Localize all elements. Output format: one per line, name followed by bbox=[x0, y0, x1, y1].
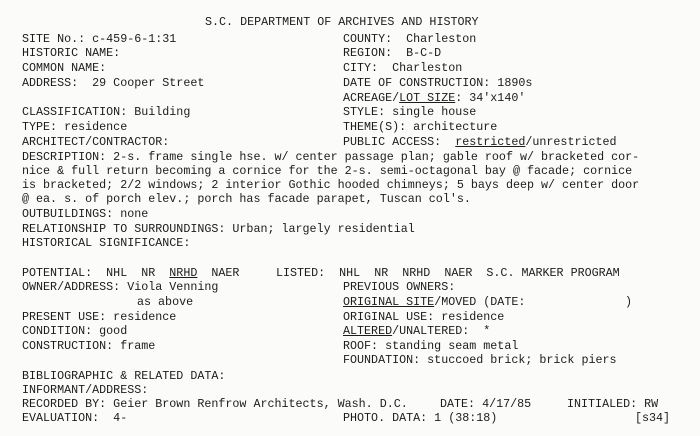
outbuildings: OUTBUILDINGS: none bbox=[22, 207, 149, 221]
public-access bbox=[343, 135, 617, 149]
original-site: ORIGINAL SITE bbox=[343, 295, 435, 309]
public-access-unrestricted: /unrestricted bbox=[525, 135, 617, 149]
roof: ROOF: standing seam metal bbox=[343, 339, 519, 353]
type: TYPE: residence bbox=[22, 120, 128, 134]
original-site-moved bbox=[343, 295, 525, 309]
informant-address: INFORMANT/ADDRESS: bbox=[22, 383, 149, 397]
description-line: nice & full return becoming a cornice for the 2-s. semi-octagonal bay @ facade; cornice bbox=[22, 164, 633, 178]
foundation: FOUNDATION: stuccoed brick; brick piers bbox=[343, 353, 617, 367]
historical-significance: HISTORICAL SIGNIFICANCE: bbox=[22, 236, 191, 250]
owner-address-continued: as above bbox=[137, 295, 194, 309]
altered-unaltered bbox=[343, 324, 490, 338]
reference-code: [s34] bbox=[635, 411, 671, 425]
relationship-to-surroundings: RELATIONSHIP TO SURROUNDINGS: Urban; largely residential bbox=[22, 222, 415, 236]
condition: CONDITION: good bbox=[22, 324, 128, 338]
listed: LISTED: NHL NR NRHD NAER S.C. MARKER PROGRAM bbox=[276, 266, 620, 280]
acreage-label: ACREAGE/ bbox=[343, 91, 400, 105]
potential-nrhd: NRHD bbox=[169, 266, 198, 280]
altered: ALTERED bbox=[343, 324, 393, 338]
description-line: DESCRIPTION: 2-s. frame single hse. w/ center passage plan; gable roof w/ bracketed cor- bbox=[22, 150, 640, 164]
card-header: S.C. DEPARTMENT OF ARCHIVES AND HISTORY bbox=[205, 15, 479, 29]
description-line: @ ea. s. of porch elev.; porch has facade parapet, Tuscan col's. bbox=[22, 192, 471, 206]
potential bbox=[22, 266, 239, 280]
initialed: INITIALED: RW bbox=[567, 397, 659, 411]
historic-name: HISTORIC NAME: bbox=[22, 46, 121, 60]
bibliographic-data: BIBLIOGRAPHIC & RELATED DATA: bbox=[22, 369, 226, 383]
city: CITY: Charleston bbox=[343, 61, 463, 75]
region: REGION: B-C-D bbox=[343, 46, 442, 60]
site-number: SITE No.: c-459-6-1:31 bbox=[22, 32, 177, 46]
address: ADDRESS: 29 Cooper Street bbox=[22, 76, 205, 90]
potential-prefix: POTENTIAL: NHL NR bbox=[22, 266, 170, 280]
recorded-by: RECORDED BY: Geier Brown Renfrow Architects, Wash. D.C. bbox=[22, 397, 408, 411]
evaluation: EVALUATION: 4- bbox=[22, 411, 128, 425]
unaltered: /UNALTERED: * bbox=[392, 324, 491, 338]
owner-address: OWNER/ADDRESS: Viola Venning bbox=[22, 280, 219, 294]
potential-suffix: NAER bbox=[197, 266, 240, 280]
classification: CLASSIFICATION: Building bbox=[22, 105, 191, 119]
original-use: ORIGINAL USE: residence bbox=[343, 310, 505, 324]
lot-size-label: LOT SIZE bbox=[399, 91, 456, 105]
style: STYLE: single house bbox=[343, 105, 477, 119]
public-access-restricted: restricted bbox=[455, 135, 526, 149]
moved-date: /MOVED (DATE: bbox=[434, 295, 526, 309]
themes: THEME(S): architecture bbox=[343, 120, 498, 134]
construction-date: DATE OF CONSTRUCTION: 1890s bbox=[343, 76, 533, 90]
public-access-label: PUBLIC ACCESS: bbox=[343, 135, 456, 149]
description-line: is bracketed; 2/2 windows; 2 interior Gothic hooded chimneys; 5 bays deep w/ center door bbox=[22, 178, 640, 192]
acreage-lot-size bbox=[343, 91, 525, 105]
common-name: COMMON NAME: bbox=[22, 61, 107, 75]
photo-data: PHOTO. DATA: 1 (38:18) bbox=[343, 411, 498, 425]
lot-size-value: : 34'x140' bbox=[455, 91, 526, 105]
previous-owners: PREVIOUS OWNERS: bbox=[343, 280, 456, 294]
construction: CONSTRUCTION: frame bbox=[22, 339, 156, 353]
architect-contractor: ARCHITECT/CONTRACTOR: bbox=[22, 135, 170, 149]
present-use: PRESENT USE: residence bbox=[22, 310, 177, 324]
county: COUNTY: Charleston bbox=[343, 32, 477, 46]
moved-date-close: ) bbox=[625, 295, 633, 309]
record-date: DATE: 4/17/85 bbox=[440, 397, 532, 411]
